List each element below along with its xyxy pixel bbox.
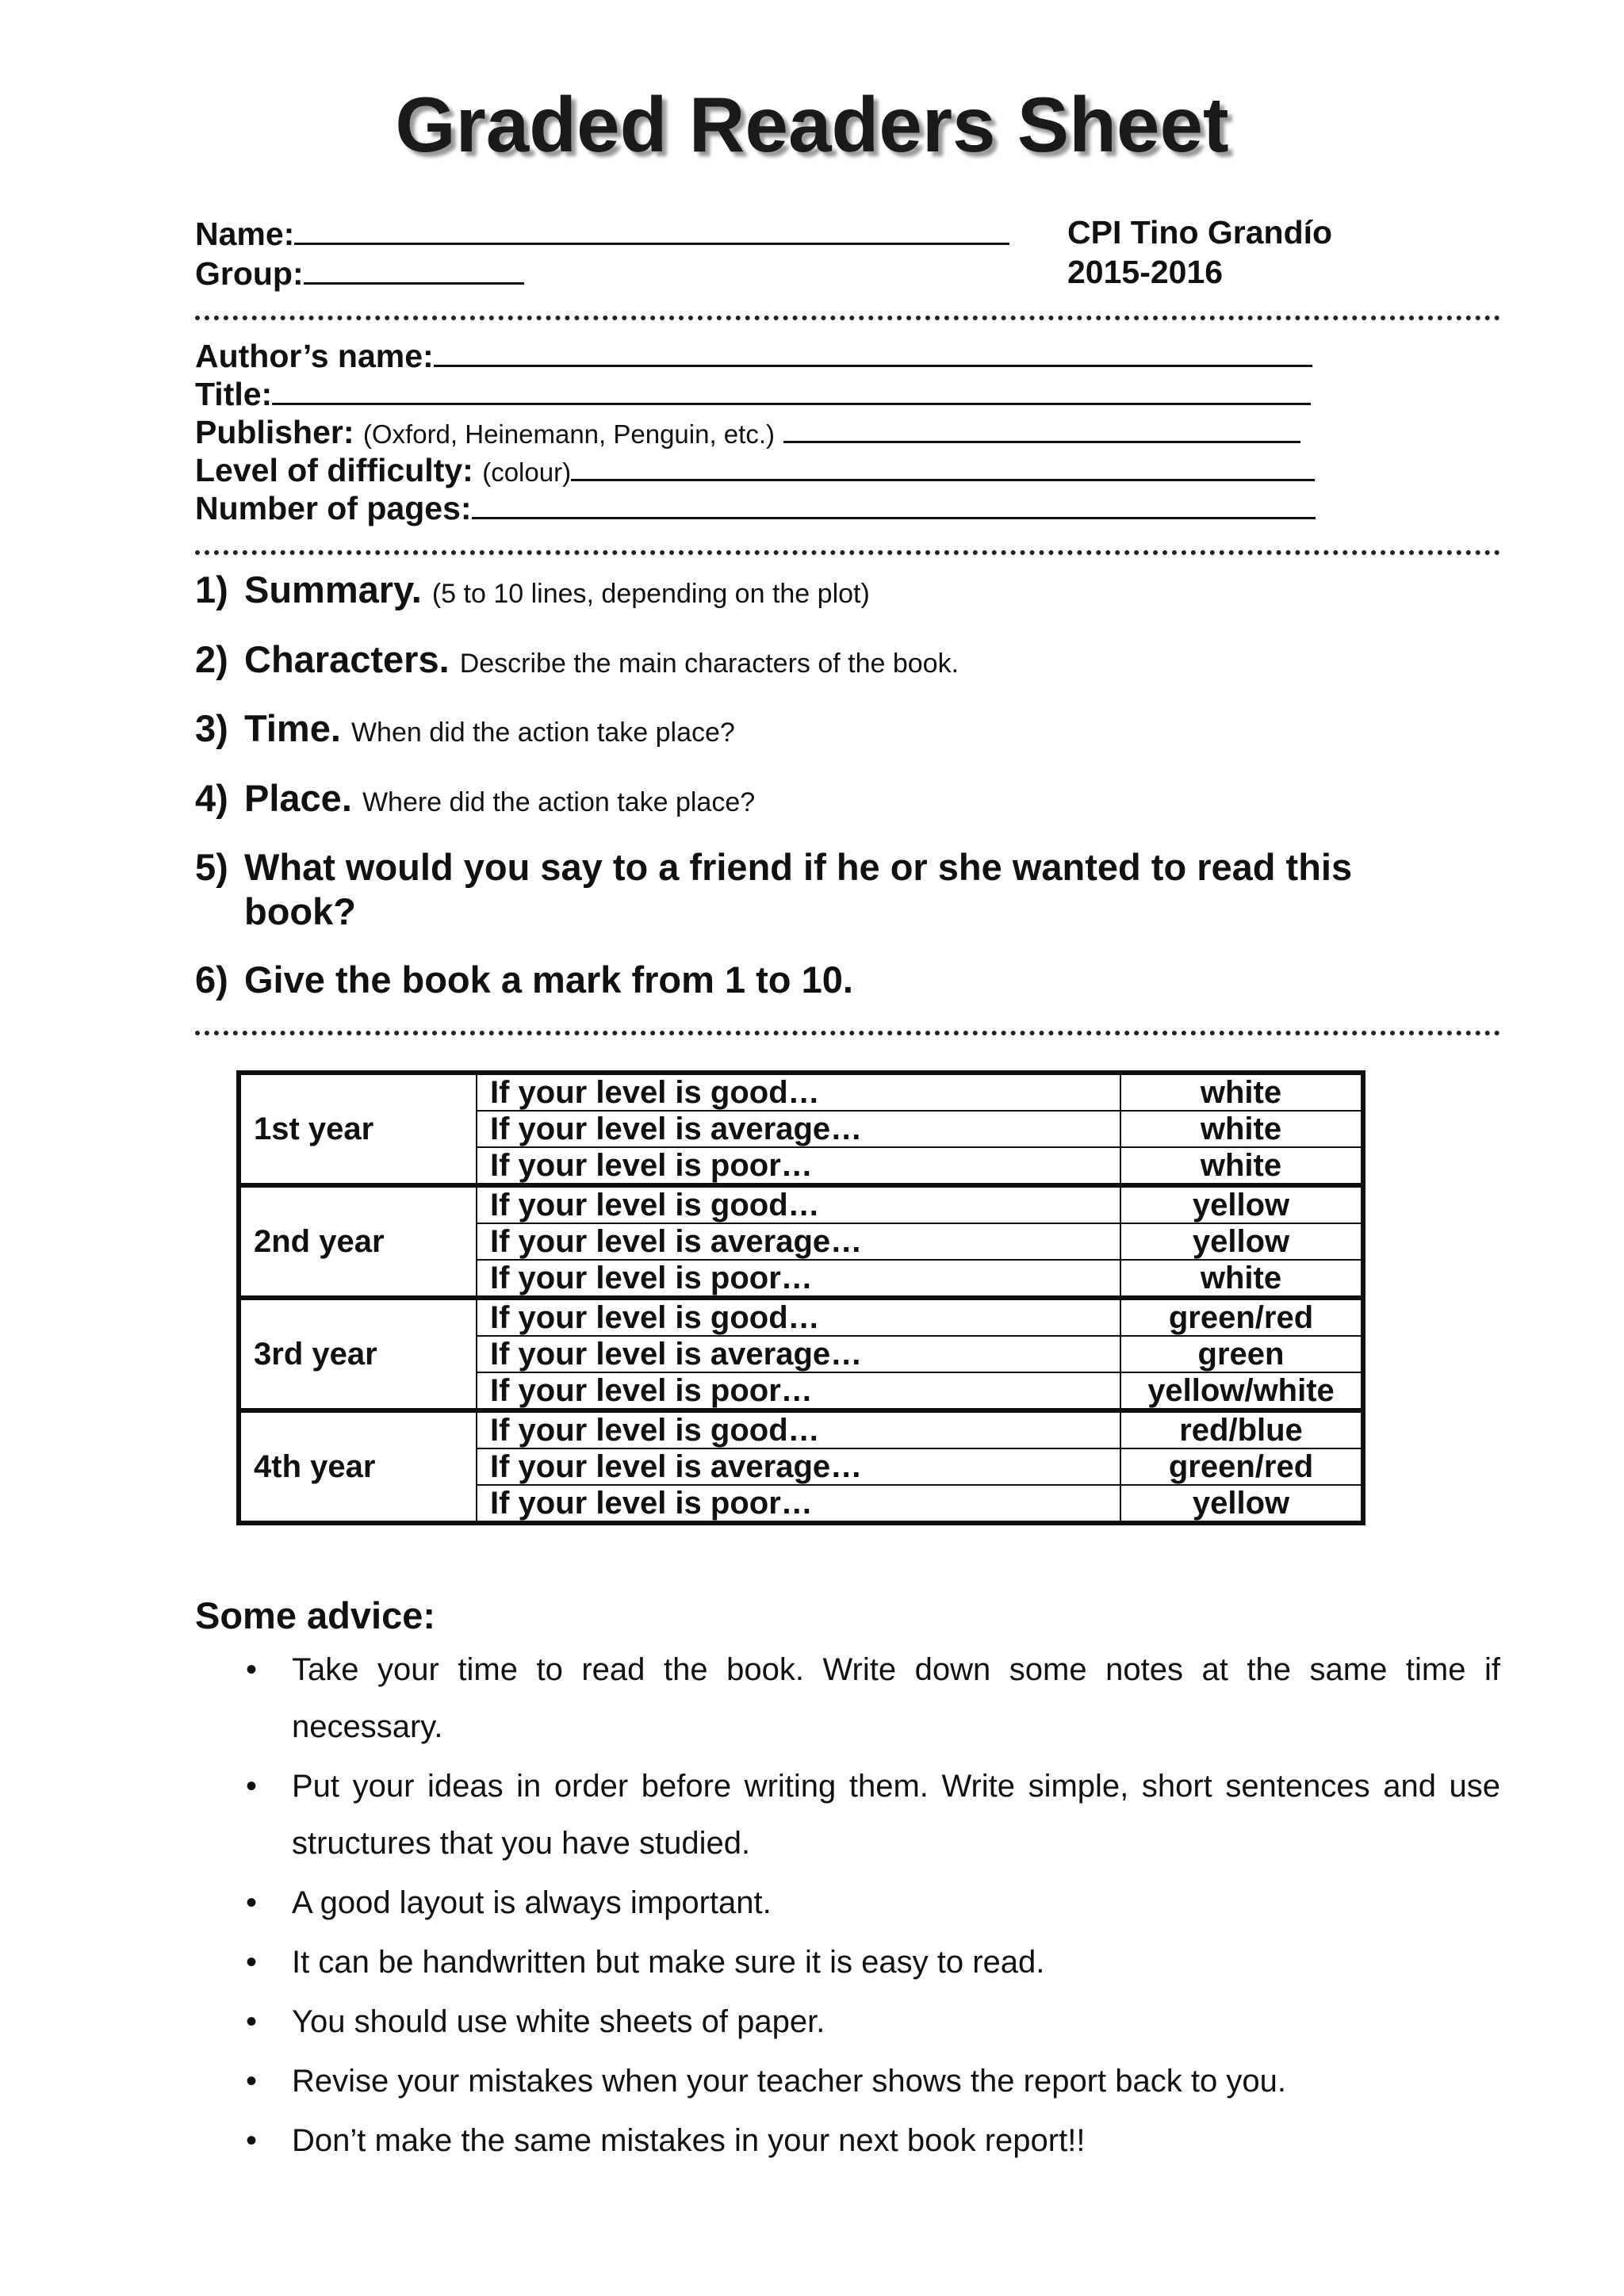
colour-cell: white <box>1120 1260 1363 1298</box>
table-row <box>239 1185 1363 1223</box>
question-number: 6) <box>195 959 228 1001</box>
publisher-hint: (Oxford, Heinemann, Penguin, etc.) <box>362 419 775 449</box>
list-item <box>195 2053 1500 2110</box>
question-friend <box>195 845 1500 934</box>
bullet-icon: • <box>246 2123 258 2158</box>
question-title: What would you say to a friend if he or she wanted to read this book? <box>244 846 1353 932</box>
title-field <box>195 373 1311 413</box>
colour-cell: yellow <box>1120 1185 1363 1223</box>
question-mark <box>195 958 853 1002</box>
condition-cell: If your level is good… <box>477 1185 1120 1223</box>
level-hint: (colour) <box>482 457 572 487</box>
group-field <box>195 252 524 293</box>
question-desc: Where did the action take place? <box>362 787 756 817</box>
bullet-icon: • <box>246 1652 258 1687</box>
condition-cell: If your level is poor… <box>477 1485 1120 1523</box>
group-line[interactable] <box>304 252 524 285</box>
bullet-icon: • <box>246 1885 258 1920</box>
condition-cell: If your level is poor… <box>477 1260 1120 1298</box>
advice-text: Take your time to read the book. Write down some notes at the same time if necessary. <box>292 1652 1500 1744</box>
year-cell: 4th year <box>239 1410 477 1523</box>
name-line[interactable] <box>294 212 1009 245</box>
question-desc: (5 to 10 lines, depending on the plot) <box>431 579 870 609</box>
author-field <box>195 335 1312 375</box>
list-item <box>195 1641 1500 1755</box>
colour-cell: yellow <box>1120 1223 1363 1260</box>
publisher-field <box>195 411 1300 453</box>
year-cell: 2nd year <box>239 1185 477 1298</box>
school-name: CPI Tino Grandío <box>1067 214 1333 251</box>
question-number: 5) <box>195 846 228 888</box>
publisher-line[interactable] <box>783 411 1300 443</box>
condition-cell: If your level is average… <box>477 1336 1120 1372</box>
condition-cell: If your level is average… <box>477 1111 1120 1147</box>
level-line[interactable] <box>571 449 1315 481</box>
advice-text: A good layout is always important. <box>292 1885 772 1920</box>
condition-cell: If your level is good… <box>477 1410 1120 1448</box>
dotted-divider <box>195 1031 1500 1039</box>
question-title: Characters. <box>244 638 450 680</box>
pages-field <box>195 487 1316 527</box>
question-number: 3) <box>195 707 228 749</box>
publisher-label: Publisher: <box>195 414 354 450</box>
bullet-icon: • <box>246 2004 258 2039</box>
colour-cell: yellow/white <box>1120 1372 1363 1410</box>
table-row <box>239 1410 1363 1448</box>
year-cell: 1st year <box>239 1073 477 1185</box>
table-row <box>239 1298 1363 1336</box>
advice-list <box>195 1641 1500 2172</box>
advice-text: Revise your mistakes when your teacher shows the report back to you. <box>292 2064 1286 2099</box>
condition-cell: If your level is average… <box>477 1223 1120 1260</box>
question-title: Place. <box>244 777 352 819</box>
condition-cell: If your level is average… <box>477 1448 1120 1485</box>
colour-cell: white <box>1120 1111 1363 1147</box>
condition-cell: If your level is poor… <box>477 1372 1120 1410</box>
page-title: Graded Readers Sheet <box>395 81 1229 168</box>
question-summary <box>195 568 870 616</box>
colour-cell: white <box>1120 1147 1363 1185</box>
condition-cell: If your level is good… <box>477 1073 1120 1111</box>
bullet-icon: • <box>246 1769 258 1804</box>
colour-cell: green/red <box>1120 1298 1363 1336</box>
question-desc: When did the action take place? <box>350 718 735 748</box>
group-label: Group: <box>195 255 304 292</box>
question-time <box>195 706 735 755</box>
author-label: Author’s name: <box>195 338 434 374</box>
advice-text: You should use white sheets of paper. <box>292 2004 825 2039</box>
dotted-divider <box>195 316 1500 323</box>
list-item <box>195 1874 1500 1931</box>
list-item <box>195 1758 1500 1872</box>
name-label: Name: <box>195 216 295 252</box>
table-row <box>239 1073 1363 1111</box>
name-field <box>195 212 1009 254</box>
title-label: Title: <box>195 376 273 412</box>
question-title: Summary. <box>244 568 422 610</box>
colour-cell: white <box>1120 1073 1363 1111</box>
colour-cell: red/blue <box>1120 1410 1363 1448</box>
level-label: Level of difficulty: <box>195 452 473 488</box>
question-title: Give the book a mark from 1 to 10. <box>244 959 853 1001</box>
question-characters <box>195 637 959 686</box>
pages-label: Number of pages: <box>195 490 472 526</box>
bullet-icon: • <box>246 1945 258 1980</box>
school-year: 2015-2016 <box>1067 254 1224 290</box>
question-place <box>195 776 755 825</box>
author-line[interactable] <box>434 335 1312 367</box>
list-item <box>195 2112 1500 2169</box>
condition-cell: If your level is poor… <box>477 1147 1120 1185</box>
year-cell: 3rd year <box>239 1298 477 1410</box>
dotted-divider <box>195 550 1500 558</box>
question-number: 1) <box>195 568 228 610</box>
list-item <box>195 1934 1500 1991</box>
question-number: 2) <box>195 638 228 680</box>
question-number: 4) <box>195 777 228 819</box>
level-field <box>195 449 1315 492</box>
list-item <box>195 1993 1500 2050</box>
level-colour-table <box>236 1070 1365 1525</box>
bullet-icon: • <box>246 2064 258 2099</box>
advice-text: It can be handwritten but make sure it is easy to read. <box>292 1945 1045 1980</box>
question-title: Time. <box>244 707 341 749</box>
condition-cell: If your level is good… <box>477 1298 1120 1336</box>
advice-text: Don’t make the same mistakes in your next book report!! <box>292 2123 1086 2158</box>
colour-cell: yellow <box>1120 1485 1363 1523</box>
pages-line[interactable] <box>472 487 1316 519</box>
question-desc: Describe the main characters of the book. <box>459 649 959 679</box>
colour-cell: green <box>1120 1336 1363 1372</box>
title-line[interactable] <box>272 373 1311 405</box>
colour-cell: green/red <box>1120 1448 1363 1485</box>
advice-text: Put your ideas in order before writing them. Write simple, short sentences and use structures that you have studied. <box>292 1769 1500 1861</box>
advice-heading: Some advice: <box>195 1594 436 1636</box>
